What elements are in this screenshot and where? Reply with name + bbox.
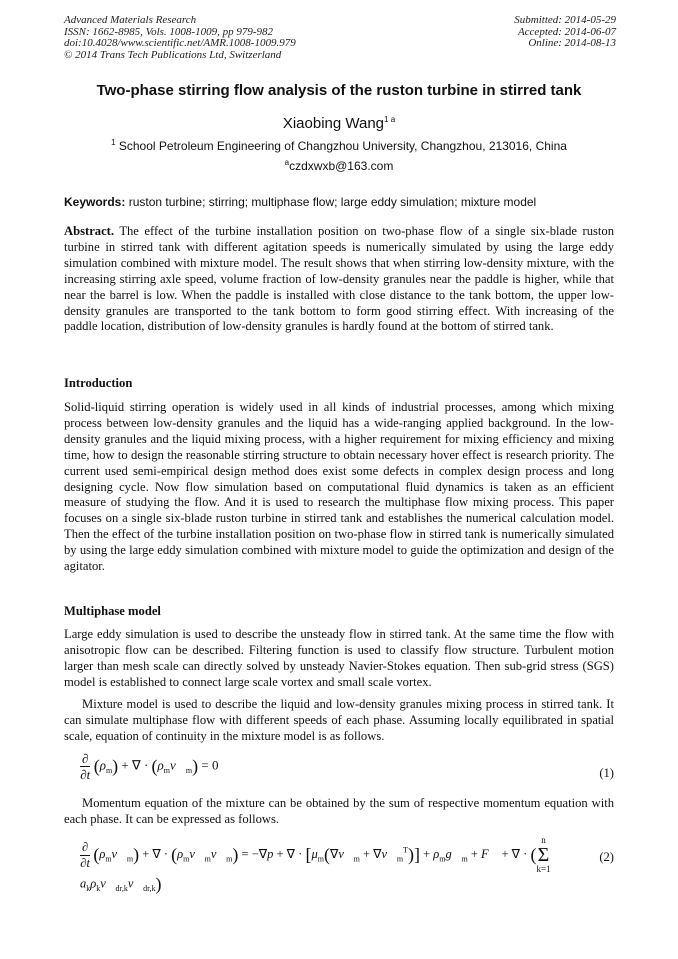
author-line [0,115,678,132]
equation-2: $\frac{\partial}{\partial t}$ $(\rho_mv⃗_m)$ + ∇ · $(\rho_mv⃗_mv⃗_m) = -\nabla p$ + ∇ · [$\mu_m(\nabla v⃗_m$ + $\nabla v⃗_m^T$)] + $\rho_mg⃗_m$ + F⃗ + ∇ · (n Σ $k=1a_k\rho_kv⃗_{dr,k}v⃗_{dr,k}$) [80,835,551,894]
multiphase-paragraph-3: Momentum equation of the mixture can be obtained by the sum of respective momentum equation with each phase. It can be expressed as follows. [64,796,614,826]
copyright-line: © 2014 Trans Tech Publications Ltd, Switzerland [64,48,282,61]
affiliation-text: School Petroleum Engineering of Changzhou University, Changzhou, 213016, China [118,139,567,153]
email-line [0,159,678,173]
doi-line: doi:10.4028/www.scientific.net/AMR.1008-1009.979 [64,37,296,49]
abstract [64,224,614,335]
multiphase-paragraph-2: Mixture model is used to describe the liquid and low-density granules mixing process in stirred tank. It can simulate multiphase flow with different speeds of each phase. Assuming locally equilibrated in spatial scale, equation of continuity in the mixture model is as follows. [64,697,614,743]
publication-dates [514,15,616,50]
partial-derivative: $\frac{\partial}{\partial t}$ [80,751,91,782]
affiliation [0,139,678,153]
abstract-label: Abstract. [64,224,115,238]
email-sup: a [284,158,290,167]
section-heading-introduction: Introduction [64,376,133,390]
equation-1: $\frac{\partial}{\partial t}$ $(\rho_m)$ + ∇ · $(\rho_mv⃗_m) = 0$ [80,751,219,782]
author-name: Xiaobing Wang [282,115,385,132]
affiliation-sup: 1 [111,138,116,147]
equation-2-number: (2) [599,850,614,864]
author-sup: 1 a [384,115,396,124]
journal-name: Advanced Materials Research [64,14,197,26]
issn-line: ISSN: 1662-8985, Vols. 1008-1009, pp 979-982 [64,25,273,38]
accepted-date: Accepted: 2014-06-07 [517,25,616,38]
section-heading-multiphase: Multiphase model [64,604,161,618]
equation-1-number: (1) [599,766,614,780]
multiphase-paragraph-1: Large eddy simulation is used to describe the unsteady flow in stirred tank. At the same time the flow with anisotropic flow can be described. Filtering function is used to classify flow structure. Turbulent motion larger than mesh scale can directly solved by unsteady Navier-Stokes equation. Then sub-grid stress (SGS) model is established to connect large scale vortex and small scale vortex. [64,627,614,689]
partial-derivative: $\frac{\partial}{\partial t}$ [80,839,90,870]
journal-info [64,15,296,61]
abstract-text: The effect of the turbine installation position on two-phase flow of a single six-blade ruston turbine in stirred tank with different agitation speeds is numerically simulated by using the large eddy simulation combined with mixture model. The result shows that when stirring low-density mixture, with the increasing stirring axle speed, volume fraction of low-density granules near the paddle is higher, while that near the barrel is low. When the paddle is installed with close distance to the tank bottom, the upper low-density granules are transported to the tank bottom to form good stirring effect. With increasing of the paddle location, distribution of low-density granules is hardly found at the bottom of stirred tank. [64,224,614,334]
paper-title: Two-phase stirring flow analysis of the ruston turbine in stirred tank [96,82,582,99]
keywords [64,195,614,209]
summation-symbol: n Σ k=1 [536,835,551,874]
email-text: czdxwxb@163.com [289,159,394,173]
online-date: Online: 2014-08-13 [528,37,616,49]
keywords-label: Keywords: [64,195,126,209]
keywords-text: ruston turbine; stirring; multiphase flow; large eddy simulation; mixture model [128,195,537,209]
submitted-date: Submitted: 2014-05-29 [514,14,616,26]
introduction-paragraph: Solid-liquid stirring operation is widely used in all kinds of industrial processes, among which mixing process between low-density granules and the liquid has a wide-ranging applied background. In the low-density granules and the liquid mixing process, with a higher requirement for mixing efficiency and mixing time, how to design the reasonable stirring structure to obtain necessary hover effect is research priority. The current used semi-empirical design method does exist some defects in complex design process and long designing cycle. Now flow simulation based on computational fluid dynamics is taken as an efficient measure of studying the flow. And it is used to research the multiphase flow mixing process. This paper focuses on a single six-blade ruston turbine in stirred tank and establishes the numerical calculation model. Then the effect of the turbine installation position on two-phase flow in stirred tank is numerically simulated by using the large eddy simulation combined with mixture model to guide the optimization and design of the agitator. [64,400,614,574]
